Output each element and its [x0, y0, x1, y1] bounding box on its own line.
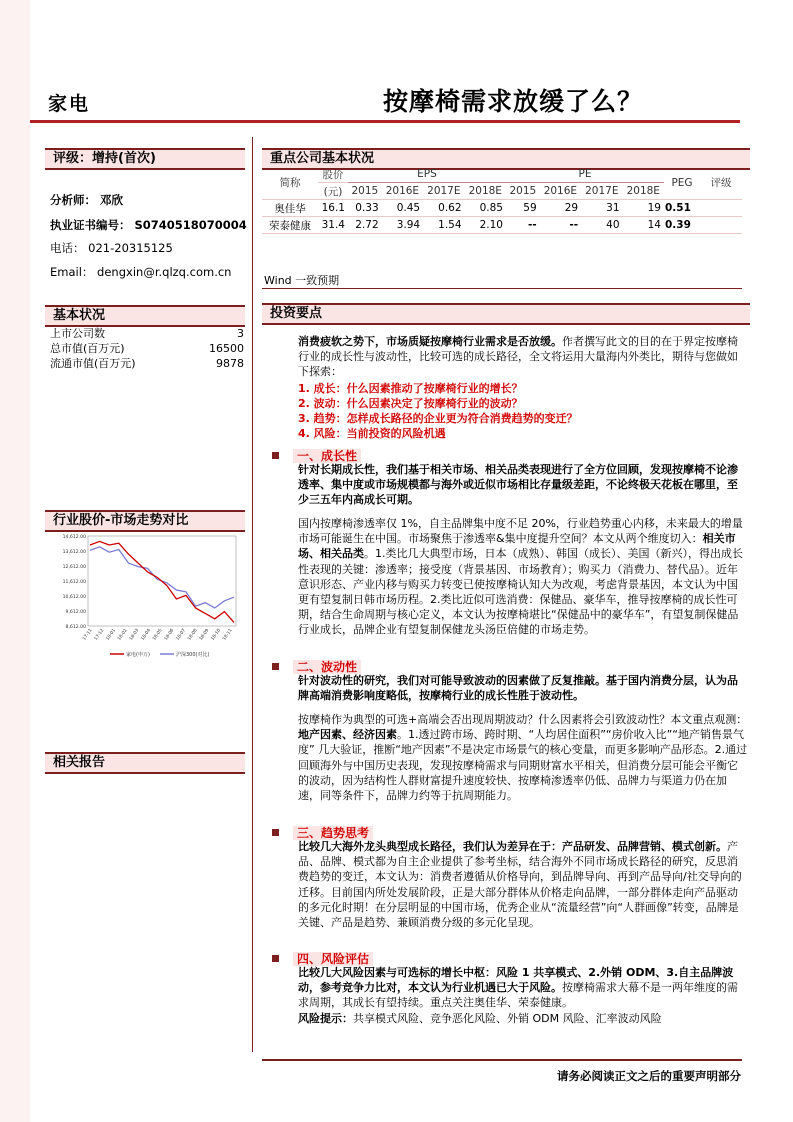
- pe-value: --: [540, 217, 581, 234]
- basic-info-heading: 基本状况: [45, 305, 245, 327]
- question-point: 2. 波动：什么因素决定了按摩椅行业的波动？: [298, 397, 523, 410]
- table-row: [262, 200, 742, 217]
- footer-disclaimer: 请务必阅读正文之后的重要声明部分: [557, 1069, 741, 1083]
- eps-value: 1.54: [423, 217, 464, 234]
- y-tick-label: 13,612.00: [62, 550, 86, 555]
- peg-value: 0.39: [664, 217, 700, 234]
- analyst-email[interactable]: Email： dengxin@r.qlzq.com.cn: [50, 265, 232, 279]
- table-bottom-rule: [262, 288, 742, 289]
- y-tick-label: 12,612.00: [62, 565, 86, 570]
- y-tick-label: 9,612.00: [65, 610, 86, 615]
- footer-divider: [262, 1059, 742, 1061]
- question-point: 3. 趋势：怎样成长路径的企业更为符合消费趋势的变迁？: [298, 412, 578, 425]
- col-year: 2017E: [423, 183, 464, 200]
- intro-paragraph: [298, 334, 748, 380]
- x-tick-label: 18-05: [152, 628, 164, 642]
- rating-value: [700, 217, 742, 234]
- basic-info-label: 流通市值(百万元): [50, 357, 136, 370]
- page-title: 按摩椅需求放缓了么？: [383, 87, 644, 116]
- y-tick-label: 10,612.00: [62, 595, 86, 600]
- company-price: 31.4: [318, 217, 348, 234]
- col-header-pe: PE: [506, 166, 664, 183]
- pe-value: 29: [540, 200, 581, 217]
- rating-heading: 评级：增持(首次): [45, 148, 245, 170]
- basic-info-value: 3: [237, 327, 244, 340]
- col-year: 2016E: [540, 183, 581, 200]
- x-tick-label: 18-01: [105, 628, 117, 642]
- basic-info-value: 16500: [209, 342, 244, 355]
- basic-info-label: 上市公司数: [50, 327, 105, 340]
- basic-info-value: 9878: [216, 357, 244, 370]
- basic-info-list: [50, 326, 244, 371]
- market-series-line: [90, 547, 234, 608]
- basic-info-row: [50, 326, 244, 341]
- analyst-phone: 电话： 021-20315125: [50, 241, 173, 255]
- growth-paragraph: 国内按摩椅渗透率仅 1%，自主品牌集中度不足 20%，行业趋势重心内移，未来最大的增量市场可能诞生在中国。市场聚焦于渗透率&集中度提升空间？本文从两个维度切入：相关市场、相关品类。1.类比几大典型市场，日本（成熟）、韩国（成长）、美国（新兴），得出成长性表现的关键：渗透率；接受度（背景基因、市场教育）；购买力（消费力、替代品）。近年意识形态、产业内移与购买力转变已使按摩椅认知大为改观，考虑背景基因，本文认为中国更有望复制日韩市场历程。2.类比近似可选消费：保健品、豪华车，推导按摩椅的成长性可期，结合生命周期与核心定义，本文认为按摩椅堪比“保健品中的豪华车”，有望复制保健品行业成长，品牌企业有望复制保健龙头汤臣倍健的市场走势。: [298, 517, 743, 637]
- section-volatility-title: 二、波动性: [272, 658, 361, 675]
- x-tick-label: 18-07: [175, 628, 187, 642]
- col-year: 2016E: [382, 183, 423, 200]
- eps-value: 2.72: [348, 217, 382, 234]
- legend-label-sector: 家电(申万): [126, 652, 150, 658]
- x-tick-label: 17-11: [82, 628, 94, 642]
- x-tick-label: 18-10: [210, 628, 222, 642]
- section-growth-title: 一、成长性: [272, 447, 361, 464]
- performance-chart-svg: [50, 530, 242, 665]
- related-reports-heading: 相关报告: [45, 752, 245, 774]
- col-year: 2017E: [581, 183, 622, 200]
- intro-lead: 消费疲软之势下，市场质疑按摩椅行业需求是否放缓。: [298, 335, 562, 348]
- eps-value: 0.33: [348, 200, 382, 217]
- question-point: 4. 风险：当前投资的风险机遇: [298, 427, 446, 440]
- bullet-square: [272, 829, 279, 836]
- col-header-name: 简称: [262, 166, 318, 200]
- pe-value: 59: [506, 200, 540, 217]
- growth-lead: 针对长期成长性，我们基于相关市场、相关品类表现进行了全方位回顾，发现按摩椅不论渗透率、集中度或市场规模都与海外或近似市场相比存量级差距，不论终极天花板在哪里，至少三五年内高成长可期。: [298, 463, 738, 507]
- x-tick-label: 18-02: [117, 628, 129, 642]
- investment-points-heading: 投资要点: [262, 303, 750, 325]
- pe-value: 14: [623, 217, 664, 234]
- pe-value: --: [506, 217, 540, 234]
- eps-value: 0.62: [423, 200, 464, 217]
- analyst-name: 分析师： 邓欣: [50, 193, 124, 207]
- col-header-peg: PEG: [664, 166, 700, 200]
- volatility-paragraph: 按摩椅作为典型的可选+高端会否出现周期波动？什么因素将会引致波动性？本文重点观测：地产因素、经济因素。1.透过跨市场、跨时期、“人均居住面积”“房价收入比”“地产销售景气度” 几大验证，推断“地产因素”不是决定市场景气的核心变量，而更多影响产品形态。2.通过回顾海外与中国历史表现，发现按摩椅需求与同期财富水平相关，但消费分层可能会平衡它的波动，因为结构性人群财富提升速度较快、按摩椅渗透率仍低、品牌力与渠道力仍在加速，同等条件下，品牌力约等于抗周期能力。: [298, 713, 748, 803]
- eps-value: 0.85: [465, 200, 506, 217]
- sector-label: 家电: [48, 93, 91, 115]
- x-tick-label: 17-12: [93, 628, 106, 642]
- volatility-lead: 针对波动性的研究，我们对可能导致波动的因素做了反复推敲。基于国内消费分层，认为品牌高端消费影响度略低，按摩椅行业的成长性胜于波动性。: [298, 674, 738, 703]
- rating-value: [700, 200, 742, 217]
- x-tick-label: 18-04: [140, 628, 152, 642]
- analyst-cert: 执业证书编号： S0740518070004: [50, 218, 247, 232]
- table-source-note: Wind 一致预期: [264, 274, 340, 287]
- legend-label-market: 沪深300(对比): [176, 652, 210, 658]
- basic-info-row: [50, 341, 244, 356]
- risk-paragraph: 比较几大风险因素与可选标的增长中枢：风险 1 共享模式、2.外销 ODM、3.自主品牌波动，参考竞争力比对，本文认为行业机遇已大于风险。按摩椅需求大幕不是一两年维度的需求周期，其成长有望持续。重点关注奥佳华、荣泰健康。 风险提示：共享模式风险、竞争恶化风险、外销 ODM 风险、汇率波动风险: [298, 966, 738, 1025]
- col-header-price-unit: (元): [318, 183, 348, 200]
- bullet-square: [272, 663, 279, 670]
- header-divider: [30, 120, 740, 123]
- pe-value: 40: [581, 217, 622, 234]
- eps-value: 2.10: [465, 217, 506, 234]
- col-header-rating: 评级: [700, 166, 742, 200]
- performance-chart-heading: 行业股价-市场走势对比: [45, 510, 245, 532]
- eps-value: 3.94: [382, 217, 423, 234]
- bullet-square: [272, 452, 279, 459]
- company-name: 荣泰健康: [262, 217, 318, 234]
- question-point: 1. 成长：什么因素推动了按摩椅行业的增长？: [298, 382, 523, 395]
- company-table: [262, 166, 742, 274]
- col-year: 2015: [506, 183, 540, 200]
- performance-chart: [50, 530, 242, 665]
- company-price: 16.1: [318, 200, 348, 217]
- intro-text: 作者撰写此文的目的在于界定按摩椅行业的成长性与波动性，比较可选的成长路径，全文将运用大量海内外类比，期待与您做如下探索：: [298, 335, 738, 379]
- trend-paragraph: 比较几大海外龙头典型成长路径，我们认为差异在于：产品研发、品牌营销、模式创新。产品、品牌、模式都为自主企业提供了参考坐标，结合海外不同市场成长路径的研究，反思消费趋势的变迁，本文认为：消费者遵循从价格导向，到品牌导向、再到产品导向/社交导向的迁移。目前国内所处发展阶段，正是大部分群体从价格走向品牌，一部分群体走向产品驱动的多元化时期！在分层明显的中国市场，优秀企业从“流量经营”向“人群画像”转变，品牌是关键、产品是趋势、兼顾消费分级的多元化呈现。: [298, 840, 742, 930]
- x-tick-label: 18-11: [222, 628, 234, 642]
- y-tick-label: 8,612.00: [65, 625, 86, 630]
- peg-value: 0.51: [664, 200, 700, 217]
- col-year: 2018E: [465, 183, 506, 200]
- x-tick-label: 18-03: [128, 628, 141, 642]
- x-tick-label: 18-08: [187, 628, 199, 642]
- left-margin-strip: [0, 0, 30, 1122]
- bullet-square: [272, 955, 279, 962]
- table-row: [262, 217, 742, 234]
- col-header-eps: EPS: [348, 166, 506, 183]
- col-header-price: 股价: [318, 166, 348, 183]
- column-divider: [252, 137, 253, 1052]
- pe-value: 31: [581, 200, 622, 217]
- basic-info-label: 总市值(百万元): [50, 342, 125, 355]
- sector-series-line: [90, 541, 234, 622]
- x-tick-label: 18-06: [163, 628, 176, 642]
- pe-value: 19: [623, 200, 664, 217]
- col-year: 2015: [348, 183, 382, 200]
- eps-value: 0.45: [382, 200, 423, 217]
- y-tick-label: 11,612.00: [62, 580, 86, 585]
- y-tick-label: 14,612.00: [62, 535, 86, 540]
- section-trend-title: 三、趋势思考: [272, 824, 373, 841]
- company-table-heading: 重点公司基本状况: [262, 148, 750, 170]
- section-risk-title: 四、风险评估: [272, 950, 373, 967]
- basic-info-row: [50, 356, 244, 371]
- col-year: 2018E: [623, 183, 664, 200]
- company-name: 奥佳华: [262, 200, 318, 217]
- x-tick-label: 18-09: [198, 628, 211, 642]
